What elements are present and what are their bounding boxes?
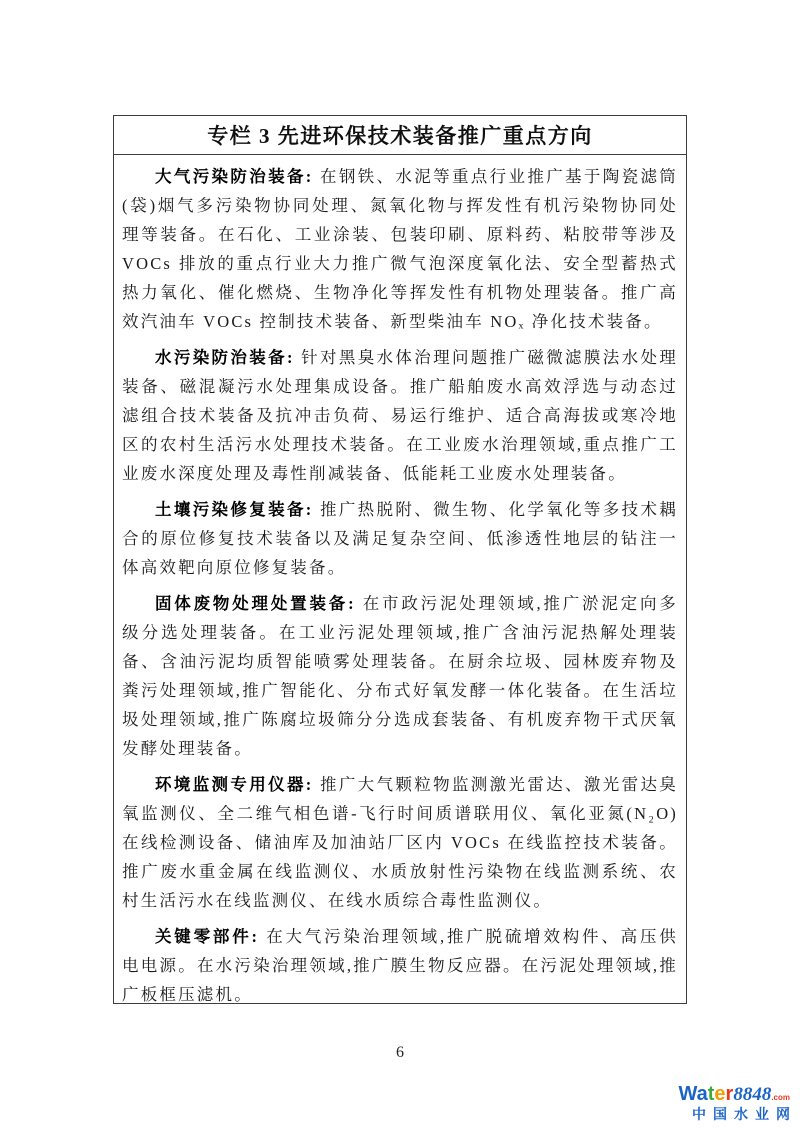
section-label: 关键零部件: bbox=[155, 927, 267, 946]
section-text: 在大气污染治理领域,推广脱硫增效构件、高压供电电源。在水污染治理领域,推广膜生物反应器。在污泥处理领域,推广板框压滤机。 bbox=[122, 927, 678, 1004]
logo-letter: e bbox=[714, 1083, 726, 1105]
section-label: 土壤污染修复装备: bbox=[155, 500, 320, 519]
logo-letter: W bbox=[678, 1083, 697, 1105]
logo-letter: t bbox=[707, 1083, 715, 1105]
section-solid-waste bbox=[122, 589, 678, 763]
column-3-box bbox=[113, 115, 687, 1004]
box-title: 专栏 3 先进环保技术装备推广重点方向 bbox=[114, 116, 686, 155]
section-label: 大气污染防治装备: bbox=[155, 167, 320, 186]
logo-wordmark bbox=[658, 1084, 790, 1104]
section-text: 推广热脱附、微生物、化学氧化等多技术耦合的原位修复技术装备以及满足复杂空间、低渗透性地层的钻注一体高效靶向原位修复装备。 bbox=[122, 500, 678, 577]
logo-subtitle: 中国水业网 bbox=[692, 1106, 797, 1122]
section-air-pollution bbox=[122, 162, 678, 336]
section-soil-remediation bbox=[122, 495, 678, 582]
section-text: 推广大气颗粒物监测激光雷达、激光雷达臭氧监测仪、全二维气相色谱-飞行时间质谱联用仪、氧化亚氮(N₂O)在线检测设备、储油库及加油站厂区内 VOCs 在线监控技术装备。推广废水重金属在线监测仪、水质放射性污染物在线监测系统、农村生活污水在线监测仪、在线水质综合毒性监测仪。 bbox=[122, 775, 678, 910]
section-water-pollution bbox=[122, 343, 678, 488]
page-number: 6 bbox=[396, 1044, 404, 1061]
section-text: 在市政污泥处理领域,推广淤泥定向多级分选处理装备。在工业污泥处理领域,推广含油污泥热解处理装备、含油污泥均质智能喷雾处理装备。在厨余垃圾、园林废弃物及粪污处理领域,推广智能化、分布式好氧发酵一体化装备。在生活垃圾处理领域,推广陈腐垃圾筛分分选成套装备、有机废弃物干式厌氧发酵处理装备。 bbox=[122, 594, 678, 758]
logo-letter: r bbox=[725, 1083, 734, 1105]
section-key-components bbox=[122, 922, 678, 1004]
section-label: 固体废物处理处置装备: bbox=[155, 594, 363, 613]
section-text: 在钢铁、水泥等重点行业推广基于陶瓷滤筒(袋)烟气多污染物协同处理、氮氧化物与挥发性有机污染物协同处理等装备。在石化、工业涂装、包装印刷、原料药、粘胶带等涉及 VOCs 排放的重点行业大力推广微气泡深度氧化法、安全型蓄热式热力氧化、催化燃烧、生物净化等挥发性有机物处理装备。推广高效汽油车 VOCs 控制技术装备、新型柴油车 NOₓ 净化技术装备。 bbox=[122, 167, 678, 331]
section-text: 针对黑臭水体治理问题推广磁微滤膜法水处理装备、磁混凝污水处理集成设备。推广船舶废水高效浮选与动态过滤组合技术装备及抗冲击负荷、易运行维护、适合高海拔或寒冷地区的农村生活污水处理技术装备。在工业废水治理领域,重点推广工业废水深度处理及毒性削减装备、低能耗工业废水处理装备。 bbox=[122, 348, 679, 483]
logo-tld: .com bbox=[771, 1093, 790, 1102]
logo-word bbox=[678, 1083, 733, 1105]
logo-number: 8848 bbox=[733, 1084, 772, 1105]
box-body bbox=[114, 155, 686, 1004]
section-label: 环境监测专用仪器: bbox=[155, 775, 320, 794]
site-logo[interactable] bbox=[658, 1083, 797, 1122]
section-monitoring-instruments bbox=[122, 770, 678, 915]
logo-letter: a bbox=[696, 1083, 708, 1105]
section-label: 水污染防治装备: bbox=[155, 348, 302, 367]
